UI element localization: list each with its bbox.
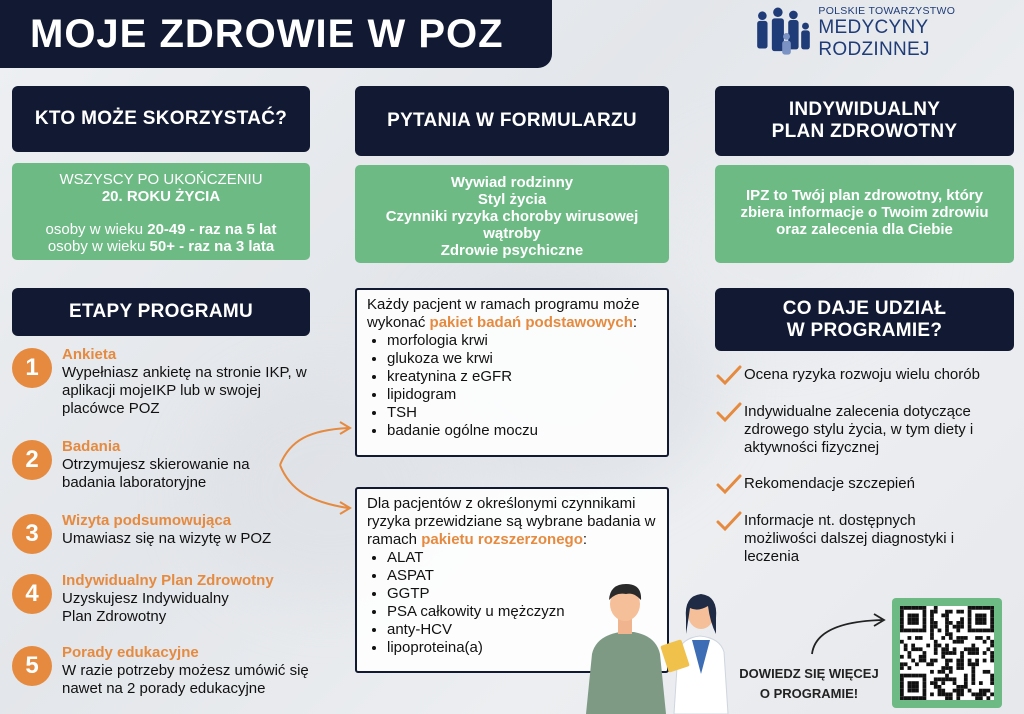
list-item: • kreatynina z eGFR bbox=[387, 368, 657, 386]
extended-highlight: pakietu rozszerzonego bbox=[421, 531, 583, 548]
list-item: • morfologia krwi bbox=[387, 332, 657, 350]
list-item: • lipidogram bbox=[387, 386, 657, 404]
age-row-1-pre: osoby w wieku bbox=[45, 221, 148, 238]
page-title: MOJE ZDROWIE W POZ bbox=[30, 11, 504, 56]
basic-after: : bbox=[632, 314, 638, 331]
benefit-text: Rekomendacje szczepień bbox=[744, 475, 915, 492]
ipz-heading-line1: INDYWIDUALNY bbox=[788, 99, 941, 120]
stage-step-3 bbox=[12, 514, 332, 574]
list-item: • PSA całkowity u mężczyzn bbox=[387, 603, 657, 621]
step-number: 5 bbox=[12, 646, 52, 686]
step-title: Ankieta bbox=[62, 346, 117, 363]
ipz-heading bbox=[715, 86, 1014, 156]
curved-arrow-icon bbox=[806, 606, 890, 660]
list-item: • lipoproteina(a) bbox=[387, 639, 657, 657]
form-question-item: Wywiad rodzinny bbox=[450, 174, 574, 191]
basic-highlight: pakiet badań podstawowych bbox=[429, 314, 633, 331]
ptmr-logo bbox=[752, 2, 1014, 64]
checkmark-icon bbox=[716, 510, 742, 532]
age-row-2-pre: osoby w wieku bbox=[47, 238, 150, 255]
stage-step-5 bbox=[12, 646, 332, 706]
who-can-box bbox=[12, 163, 310, 260]
cta-text bbox=[734, 664, 884, 704]
list-item: • ALAT bbox=[387, 549, 657, 567]
benefits-heading-line2: W PROGRAMIE? bbox=[786, 319, 943, 341]
who-can-line2: 20. ROKU ŻYCIA bbox=[101, 188, 221, 205]
extended-after: : bbox=[582, 531, 588, 548]
benefit-text: Ocena ryzyka rozwoju wielu chorób bbox=[744, 366, 980, 383]
family-logo-icon bbox=[752, 3, 812, 63]
checkmark-icon bbox=[716, 364, 742, 386]
checkmark-icon bbox=[716, 401, 742, 423]
checkmark-icon bbox=[716, 473, 742, 495]
patient-doctor-illustration bbox=[582, 578, 732, 714]
step-number: 4 bbox=[12, 574, 52, 614]
basic-tests-list bbox=[387, 332, 657, 440]
list-item: • ASPAT bbox=[387, 567, 657, 585]
ipz-heading-line2: PLAN ZDROWOTNY bbox=[771, 121, 958, 142]
qr-code[interactable] bbox=[892, 598, 1002, 708]
stages-heading-text: ETAPY PROGRAMU bbox=[68, 301, 253, 322]
age-row-2 bbox=[12, 238, 310, 255]
cta-line1: DOWIEDZ SIĘ WIĘCEJ bbox=[739, 666, 879, 681]
step-desc: Umawiasz się na wizytę w POZ bbox=[62, 530, 272, 547]
benefit-item bbox=[716, 475, 1016, 493]
stages-heading bbox=[12, 288, 310, 336]
step-number: 2 bbox=[12, 440, 52, 480]
benefit-item bbox=[716, 366, 1016, 384]
title-bar bbox=[0, 0, 552, 68]
basic-tests-intro bbox=[367, 296, 657, 332]
step-title: Indywidualny Plan Zdrowotny bbox=[62, 572, 274, 589]
step-number: 3 bbox=[12, 514, 52, 554]
extended-intro-text: Dla pacjentów z określonymi czynnikami ryzyka przewidziane są wybrane badania w ramach bbox=[367, 495, 656, 548]
step-desc: W razie potrzeby możesz umówić się nawet na 2 porady edukacyjne bbox=[62, 662, 309, 697]
step-desc: Uzyskujesz Indywidualny Plan Zdrowotny bbox=[62, 590, 229, 625]
age-row-1-bold: 20-49 - raz na 5 lat bbox=[147, 221, 277, 238]
who-can-line1: WSZYSCY PO UKOŃCZENIU bbox=[59, 171, 263, 188]
list-item: • glukoza we krwi bbox=[387, 350, 657, 368]
logo-line2: MEDYCYNY RODZINNEJ bbox=[818, 17, 930, 60]
step-desc: Otrzymujesz skierowanie na badania laboratoryjne bbox=[62, 456, 250, 491]
step-desc: Wypełniasz ankietę na stronie IKP, w aplikacji mojeIKP lub w swojej placówce POZ bbox=[62, 364, 307, 417]
stage-step-4 bbox=[12, 574, 332, 634]
benefit-item bbox=[716, 512, 1016, 566]
extended-tests-intro bbox=[367, 495, 657, 549]
basic-intro-text: Każdy pacjent w ramach programu może wykonać bbox=[367, 296, 640, 331]
who-can-heading-text: KTO MOŻE SKORZYSTAĆ? bbox=[34, 108, 288, 129]
form-question-item: Zdrowie psychiczne bbox=[440, 242, 584, 259]
form-questions-heading-text: PYTANIA W FORMULARZU bbox=[387, 110, 637, 131]
form-questions-box bbox=[355, 165, 669, 263]
benefits-heading bbox=[715, 288, 1014, 351]
benefit-item bbox=[716, 403, 1016, 457]
list-item: • GGTP bbox=[387, 585, 657, 603]
list-item: • badanie ogólne moczu bbox=[387, 422, 657, 440]
branch-arrows-icon bbox=[270, 410, 360, 520]
benefit-text: Informacje nt. dostępnych możliwości dalszej diagnostyki i leczenia bbox=[744, 512, 955, 565]
form-question-item: Styl życia bbox=[477, 191, 547, 208]
ipz-box-text: IPZ to Twój plan zdrowotny, który zbiera informacje o Twoim zdrowiu oraz zalecenia dla Ciebie bbox=[740, 187, 989, 238]
benefits-heading-line1: CO DAJE UDZIAŁ bbox=[782, 297, 947, 319]
step-number: 1 bbox=[12, 348, 52, 388]
age-row-2-bold: 50+ - raz na 3 lata bbox=[149, 238, 275, 255]
form-questions-heading bbox=[355, 86, 669, 156]
step-title: Badania bbox=[62, 438, 121, 455]
logo-line1: POLSKIE TOWARZYSTWO bbox=[818, 5, 956, 17]
basic-tests-panel bbox=[355, 288, 669, 457]
cta-line2: O PROGRAMIE! bbox=[759, 686, 859, 701]
qr-code-icon bbox=[900, 606, 994, 700]
step-title: Porady edukacyjne bbox=[62, 644, 199, 661]
step-title: Wizyta podsumowująca bbox=[62, 512, 232, 529]
stage-step-1 bbox=[12, 346, 332, 417]
who-can-heading bbox=[12, 86, 310, 152]
benefit-text: Indywidualne zalecenia dotyczące zdrowego stylu życia, w tym diety i aktywności fizycznej bbox=[744, 403, 974, 456]
list-item: • anty-HCV bbox=[387, 621, 657, 639]
age-row-1 bbox=[12, 221, 310, 238]
form-question-item: Czynniki ryzyka choroby wirusowej wątroby bbox=[385, 208, 639, 242]
ipz-box bbox=[715, 165, 1014, 263]
list-item: • TSH bbox=[387, 404, 657, 422]
